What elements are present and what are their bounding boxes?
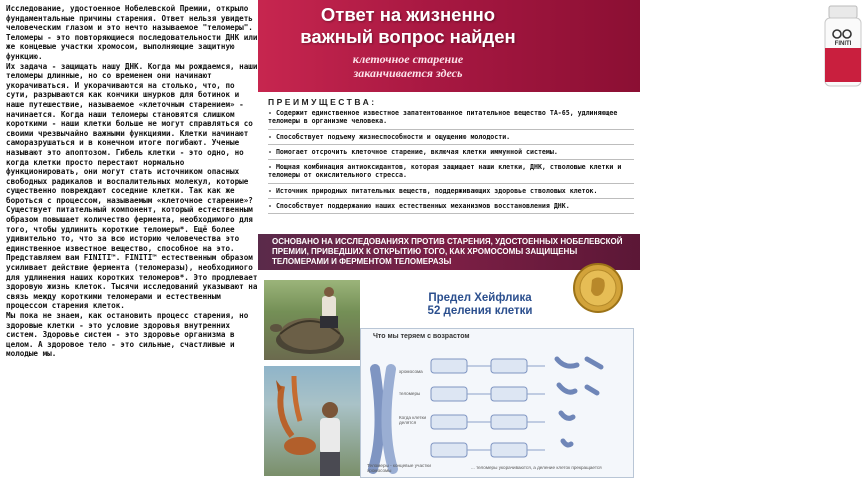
crab-photo [264,366,360,476]
label-cell-divide: Когда клетки делятся [399,415,427,426]
banner-slogan-line: заканчивается здесь [353,66,463,80]
product-label: FINITI [834,41,852,47]
diagram-title: Что мы теряем с возрастом [373,333,470,340]
chromosome-illustration [361,329,633,477]
banner-slogan [258,52,558,80]
tortoise-photo [264,280,360,360]
banner-title-line: Ответ на жизненно [320,4,496,25]
article-paragraph: Исследование, удостоенное Нобелевской Премии, открыло фундаментальные причины старения. Ответ нельзя увидеть человеческим глазом и это нечто называемое "теломеры". Теломеры - это повторяющиеся последовательности ДНК или же концевые участки хромосом, выполняющие защитную функцию. [6,4,258,61]
article-paragraph: Мы пока не знаем, как остановить процесс старения, но здоровые клетки - это условие здоровья внутренних систем. Здоровье систем - это здоровье организма в целом. А здоровое тело - это сильные, счастливые и молодые мы. [6,311,253,359]
hayflick-line: 52 деления клетки [427,305,533,317]
tortoise-icon [264,280,360,360]
advantages-heading: ПРЕИМУЩЕСТВА: [268,97,377,107]
advantage-item: - Содержит единственное известное запатентованное питательное вещество TA-65, удлиняющее теломеры в организме человека. [268,108,634,130]
advantages-list [268,108,634,216]
article-text [6,4,263,474]
crab-icon [264,366,360,476]
advantage-item: - Мощная комбинация антиоксидантов, которая защищает наши клетки, ДНК, стволовые клетки и теломеры от окислительного стресса. [268,162,634,184]
label-telomeres: теломеры [399,391,421,396]
advantage-item: - Способствует поддержанию наших естественных механизмов восстановления ДНК. [268,201,634,214]
banner-title-line: важный вопрос найден [300,26,516,47]
article-paragraph: Представляем вам FINITI™. FINITI™ естественным образом усиливает действие фермента (теломеразы), необходимого для удлинения наших коротких теломеров*. Это продлевает здоровую жизнь клеток. Тысячи исследований указывают на связь между короткими теломерами и естественным процессом старения клеток. [6,253,263,311]
article-paragraph: Их задача - защищать нашу ДНК. Когда мы рождаемся, наши теломеры длинные, но со временем они начинают укорачиваться. И укорачиваются на столько, что, по сути, разрываются как кончики шнурков для ботинок и наше путешествие, называемое «клеточным старением» - начинается. Когда наши теломеры становятся слишком короткими - наши клетки больше не могут справляться со своими чрезвычайно важными функциями. Клетки начинают саморазрушаться и в конечном итоге погибают. Ученые называют это апоптозом. Гибель клетки - это одно, но когда клетки просто перестают нормально функционировать, они могут стать источником опасных свободных радикалов и воспалительных молекул, которые существенно повреждают соседние клетки. Так как же бороться с процессом, называемым «клеточное старение»? Существует питательный компонент, который естественным образом повышает количество фермента, необходимого для того, чтобы удлинить короткие теломеры*. Ещё более удивительно то, что за всю историю человечества это единственное известное вещество, способное на это. [6,61,258,253]
header-banner [258,0,852,92]
advantage-item: - Источник природных питательных веществ, поддерживающих здоровье стволовых клеток. [268,186,634,199]
banner-slogan-line: клеточное старение [352,52,464,66]
label-footer-right: ... теломеры укорачиваются, а деление клеток прекращается [471,465,602,470]
hayflick-line: Предел Хейфлика [428,292,532,304]
telomere-diagram [360,328,634,478]
nobel-medal-icon [572,262,624,314]
chromosome-icon [373,369,393,469]
strip-text: ОСНОВАНО НА ИССЛЕДОВАНИЯХ ПРОТИВ СТАРЕНИЯ, УДОСТОЕННЫХ НОБЕЛЕВСКОЙ ПРЕМИИ, ПРИВЕДШИХ К ОТКРЫТИЮ ТОГО, КАК ХРОМОСОМЫ ЗАЩИЩЕНЫ ТЕЛОМЕРАМИ И ФЕРМЕНТОМ ТЕЛОМЕРАЗЫ [272,237,623,266]
label-footer-left: Теломеры - концевые участки хромосомы [367,463,431,474]
hayflick-heading [400,292,560,318]
label-chromosome: хромосома [399,369,423,374]
advantage-item: - Помогает отсрочить клеточное старение, включая клетки иммунной системы. [268,147,634,160]
banner-title [258,4,558,48]
advantage-item: - Способствует подъему жизнеспособности и ощущению молодости. [268,132,634,145]
product-bottle-icon [820,4,866,88]
